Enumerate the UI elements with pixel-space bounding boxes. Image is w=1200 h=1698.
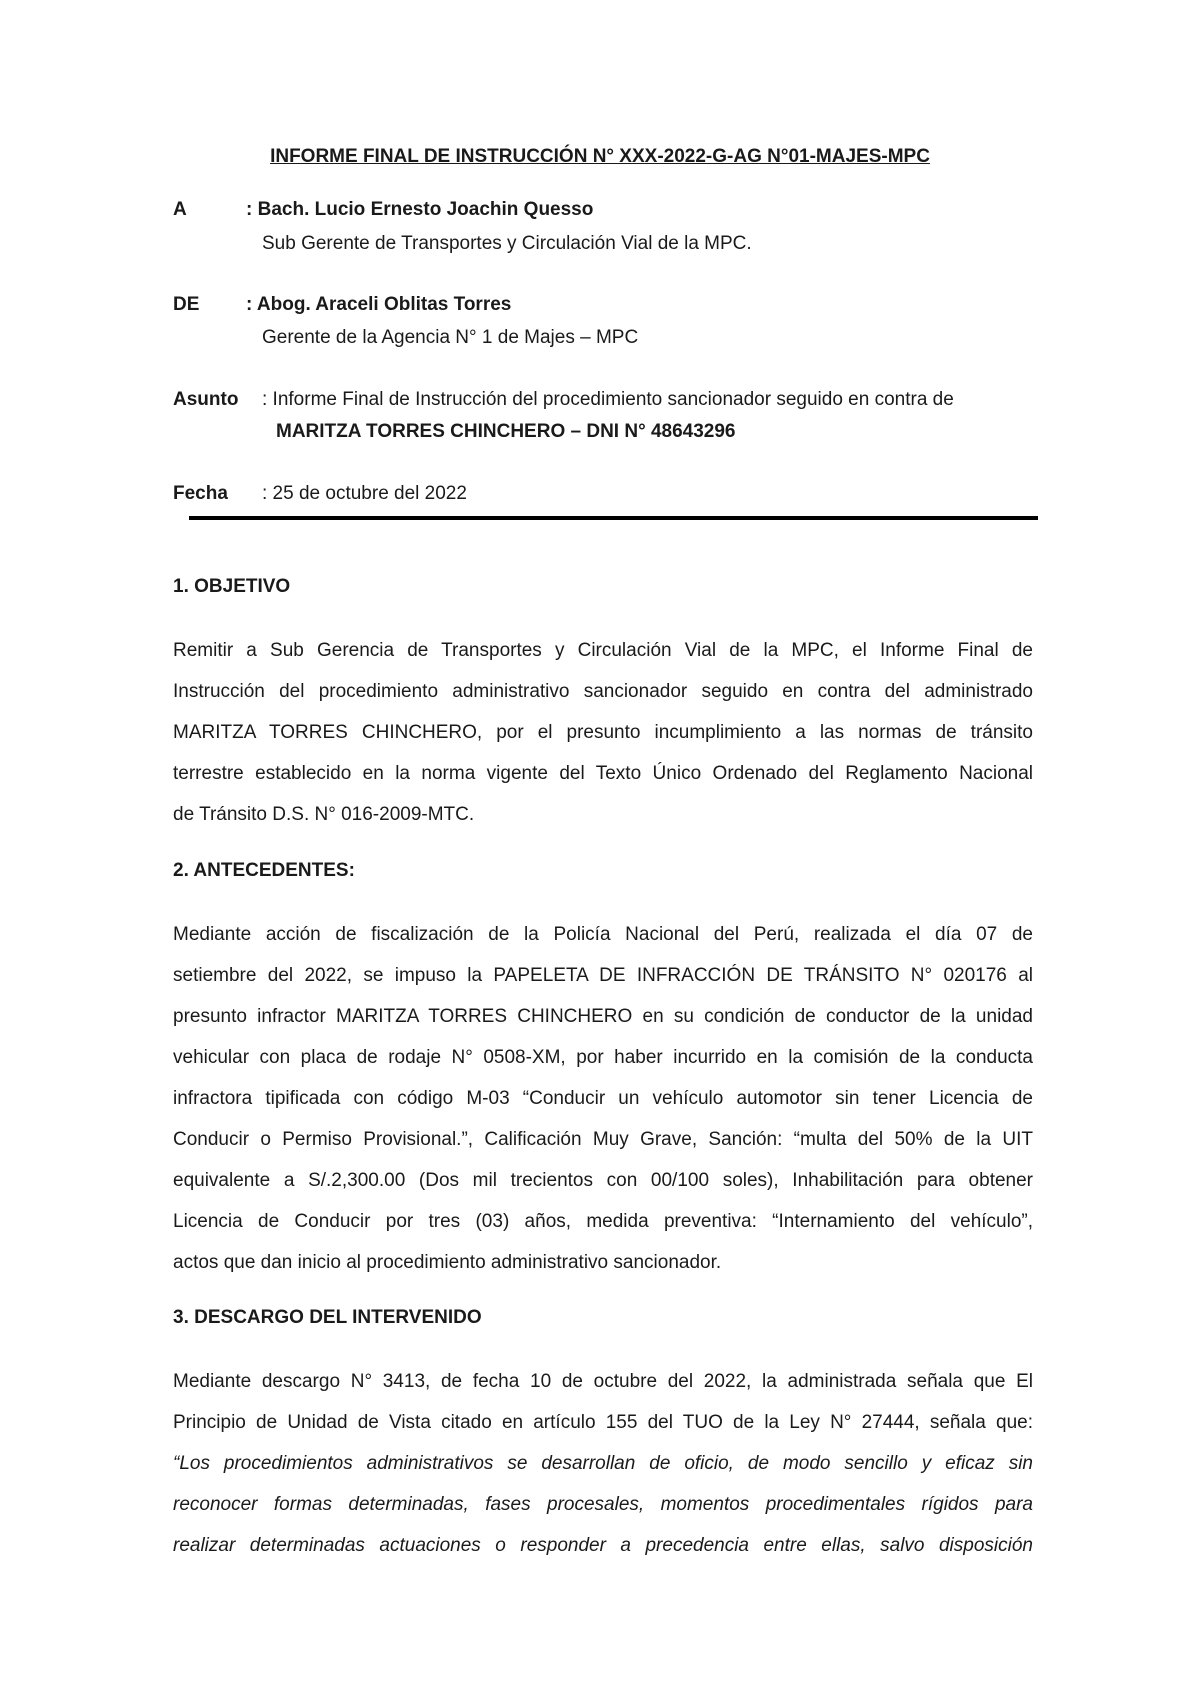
paragraph-line: Mediante descargo N° 3413, de fecha 10 de octubre del 2022, la administrada señala que El (173, 1371, 1033, 1392)
paragraph-line: Instrucción del procedimiento administrativo sancionador seguido en contra del administrado (173, 681, 1033, 702)
date-label: Fecha (173, 483, 228, 504)
paragraph-line: de Tránsito D.S. N° 016-2009-MTC. (173, 804, 475, 825)
header-divider (189, 516, 1038, 520)
paragraph-line: Mediante acción de fiscalización de la Policía Nacional del Perú, realizada el día 07 de (173, 924, 1033, 945)
to-role: Sub Gerente de Transportes y Circulación Vial de la MPC. (262, 233, 752, 254)
paragraph-line: setiembre del 2022, se impuso la PAPELETA DE INFRACCIÓN DE TRÁNSITO N° 020176 al (173, 965, 1033, 986)
paragraph-line: Licencia de Conducir por tres (03) años, medida preventiva: “Internamiento del vehículo”, (173, 1211, 1033, 1232)
quoted-line: realizar determinadas actuaciones o responder a precedencia entre ellas, salvo disposición (173, 1535, 1033, 1556)
from-role: Gerente de la Agencia N° 1 de Majes – MPC (262, 327, 639, 348)
from-name: : Abog. Araceli Oblitas Torres (246, 294, 512, 315)
paragraph-line: vehicular con placa de rodaje N° 0508-XM, por haber incurrido en la comisión de la conducta (173, 1047, 1033, 1068)
paragraph-line: presunto infractor MARITZA TORRES CHINCHERO en su condición de conductor de la unidad (173, 1006, 1033, 1027)
section-objetivo-title: 1. OBJETIVO (173, 576, 291, 597)
paragraph-line: Principio de Unidad de Vista citado en artículo 155 del TUO de la Ley N° 27444, señala que: (173, 1412, 1033, 1433)
quoted-line: reconocer formas determinadas, fases procesales, momentos procedimentales rígidos para (173, 1494, 1033, 1515)
subject-text: : Informe Final de Instrucción del procedimiento sancionador seguido en contra de (262, 389, 954, 410)
paragraph-line: infractora tipificada con código M-03 “Conducir un vehículo automotor sin tener Licencia de (173, 1088, 1033, 1109)
section-descargo-title: 3. DESCARGO DEL INTERVENIDO (173, 1307, 482, 1328)
paragraph-line: actos que dan inicio al procedimiento administrativo sancionador. (173, 1252, 722, 1273)
paragraph-line: Conducir o Permiso Provisional.”, Calificación Muy Grave, Sanción: “multa del 50% de la UIT (173, 1129, 1033, 1150)
page-title: INFORME FINAL DE INSTRUCCIÓN N° XXX-2022-G-AG N°01-MAJES-MPC (270, 146, 930, 167)
quoted-line: “Los procedimientos administrativos se desarrollan de oficio, de modo sencillo y eficaz sin (173, 1453, 1033, 1474)
subject-label: Asunto (173, 389, 239, 410)
to-label: A (173, 199, 187, 220)
from-label: DE (173, 294, 200, 315)
paragraph-line: MARITZA TORRES CHINCHERO, por el presunto incumplimiento a las normas de tránsito (173, 722, 1033, 743)
subject-person: MARITZA TORRES CHINCHERO – DNI N° 48643296 (276, 421, 736, 442)
section-objetivo-body (173, 630, 1033, 835)
paragraph-line: Remitir a Sub Gerencia de Transportes y Circulación Vial de la MPC, el Informe Final de (173, 640, 1033, 661)
date-text: : 25 de octubre del 2022 (262, 483, 467, 504)
section-antecedentes-title: 2. ANTECEDENTES: (173, 860, 355, 881)
to-name: : Bach. Lucio Ernesto Joachin Quesso (246, 199, 594, 220)
section-antecedentes-body (173, 914, 1033, 1283)
paragraph-line: terrestre establecido en la norma vigente del Texto Único Ordenado del Reglamento Nacional (173, 763, 1033, 784)
paragraph-line: equivalente a S/.2,300.00 (Dos mil trecientos con 00/100 soles), Inhabilitación para obtener (173, 1170, 1033, 1191)
section-descargo-body (173, 1361, 1033, 1566)
